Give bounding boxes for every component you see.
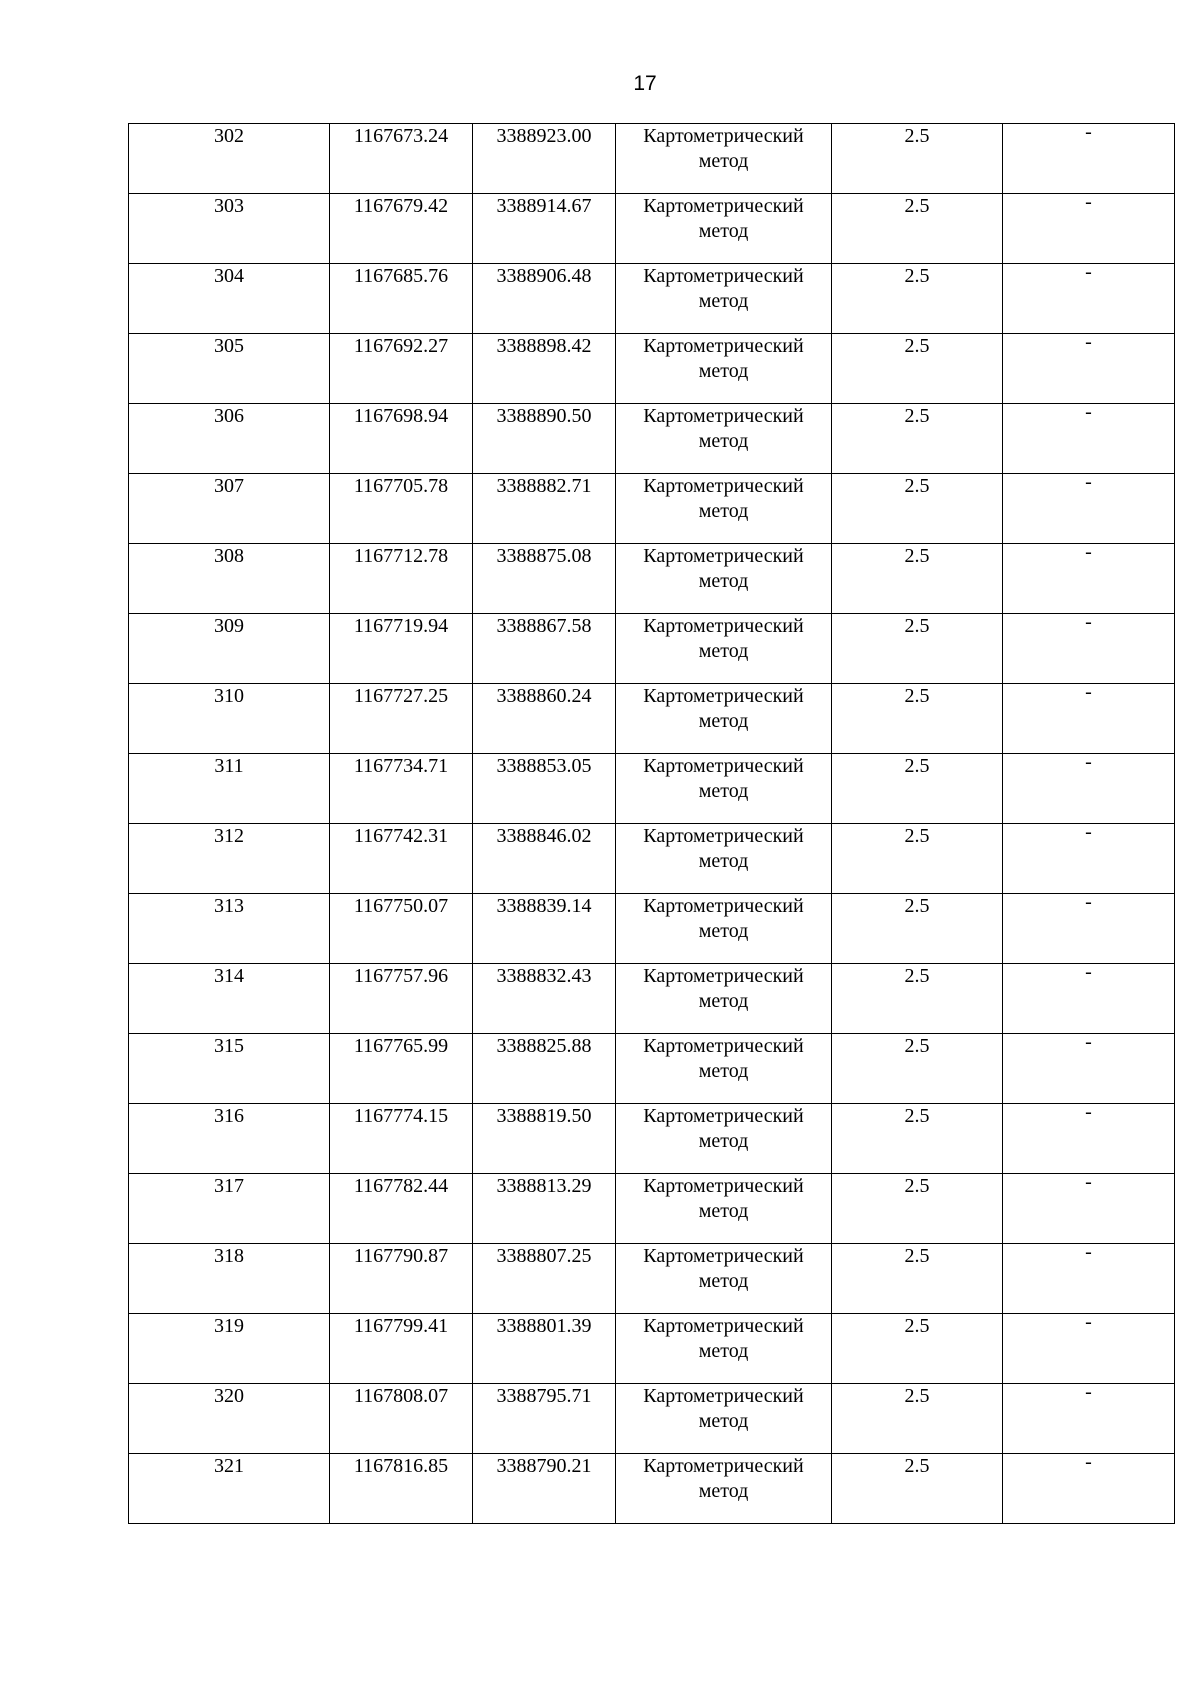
method-cell	[616, 474, 832, 544]
note-cell	[1003, 331, 1175, 404]
accuracy-cell	[832, 334, 1003, 404]
x-coordinate-cell	[330, 124, 473, 194]
y-coordinate-text: 3388795.71	[496, 1385, 592, 1407]
note-text: -	[1085, 961, 1092, 983]
x-coordinate-cell	[330, 544, 473, 614]
note-cell	[1003, 471, 1175, 544]
method-text-line: Картометрический	[643, 755, 804, 777]
method-cell	[616, 334, 832, 404]
point-number-cell	[129, 824, 330, 894]
point-number-cell	[129, 684, 330, 754]
table-row	[129, 544, 1175, 614]
y-coordinate-text: 3388825.88	[496, 1035, 592, 1057]
accuracy-cell	[832, 1454, 1003, 1524]
method-cell	[616, 1384, 832, 1454]
note-cell	[1003, 1101, 1175, 1174]
note-text: -	[1085, 1171, 1092, 1193]
accuracy-cell	[832, 824, 1003, 894]
x-coordinate-cell	[330, 894, 473, 964]
accuracy-cell	[832, 194, 1003, 264]
method-text-line: метод	[698, 220, 749, 242]
method-text-line: метод	[698, 710, 749, 732]
method-text-line: метод	[698, 920, 749, 942]
note-cell	[1003, 121, 1175, 194]
y-coordinate-cell	[473, 474, 616, 544]
coordinates-table	[128, 123, 1175, 1524]
x-coordinate-cell	[330, 824, 473, 894]
note-text: -	[1085, 1451, 1092, 1473]
note-text: -	[1085, 121, 1092, 143]
x-coordinate-text: 1167712.78	[353, 545, 449, 567]
note-cell	[1003, 681, 1175, 754]
accuracy-text: 2.5	[904, 1105, 930, 1127]
accuracy-text: 2.5	[904, 825, 930, 847]
x-coordinate-cell	[330, 334, 473, 404]
accuracy-text: 2.5	[904, 1245, 930, 1267]
note-cell	[1003, 961, 1175, 1034]
point-number-text: 316	[214, 1105, 244, 1127]
method-cell	[616, 1244, 832, 1314]
method-text-line: метод	[698, 500, 749, 522]
method-text-line: метод	[698, 1410, 749, 1432]
point-number-cell	[129, 1034, 330, 1104]
point-number-cell	[129, 334, 330, 404]
accuracy-cell	[832, 264, 1003, 334]
accuracy-text: 2.5	[904, 195, 930, 217]
x-coordinate-cell	[330, 1244, 473, 1314]
coordinates-table-body	[129, 121, 1175, 1524]
method-text-line: Картометрический	[643, 685, 804, 707]
method-text-line: Картометрический	[643, 965, 804, 987]
method-cell	[616, 964, 832, 1034]
method-cell	[616, 1104, 832, 1174]
method-text-line: метод	[698, 360, 749, 382]
point-number-text: 318	[214, 1245, 244, 1267]
table-row	[129, 824, 1175, 894]
accuracy-text: 2.5	[904, 1455, 930, 1477]
y-coordinate-cell	[473, 334, 616, 404]
point-number-cell	[129, 1174, 330, 1244]
note-cell	[1003, 261, 1175, 334]
x-coordinate-text: 1167679.42	[353, 195, 449, 217]
y-coordinate-text: 3388898.42	[496, 335, 592, 357]
x-coordinate-cell	[330, 1104, 473, 1174]
method-text-line: Картометрический	[643, 1245, 804, 1267]
point-number-cell	[129, 124, 330, 194]
method-cell	[616, 544, 832, 614]
note-cell	[1003, 751, 1175, 824]
y-coordinate-cell	[473, 964, 616, 1034]
y-coordinate-text: 3388839.14	[496, 895, 592, 917]
note-text: -	[1085, 891, 1092, 913]
y-coordinate-text: 3388853.05	[496, 755, 592, 777]
x-coordinate-text: 1167705.78	[353, 475, 449, 497]
x-coordinate-cell	[330, 264, 473, 334]
point-number-text: 312	[214, 825, 244, 847]
point-number-cell	[129, 264, 330, 334]
y-coordinate-cell	[473, 1314, 616, 1384]
table-row	[129, 1454, 1175, 1524]
accuracy-text: 2.5	[904, 1385, 930, 1407]
note-text: -	[1085, 541, 1092, 563]
method-text-line: метод	[698, 1480, 749, 1502]
y-coordinate-cell	[473, 894, 616, 964]
point-number-cell	[129, 1244, 330, 1314]
note-text: -	[1085, 1031, 1092, 1053]
method-text-line: метод	[698, 990, 749, 1012]
x-coordinate-text: 1167734.71	[353, 755, 449, 777]
accuracy-text: 2.5	[904, 615, 930, 637]
x-coordinate-cell	[330, 684, 473, 754]
y-coordinate-cell	[473, 754, 616, 824]
y-coordinate-cell	[473, 1034, 616, 1104]
x-coordinate-text: 1167790.87	[353, 1245, 449, 1267]
accuracy-cell	[832, 544, 1003, 614]
table-row	[129, 1174, 1175, 1244]
table-row	[129, 1034, 1175, 1104]
x-coordinate-cell	[330, 1174, 473, 1244]
y-coordinate-text: 3388882.71	[496, 475, 592, 497]
table-row	[129, 1384, 1175, 1454]
accuracy-cell	[832, 964, 1003, 1034]
method-cell	[616, 684, 832, 754]
y-coordinate-cell	[473, 684, 616, 754]
x-coordinate-text: 1167727.25	[353, 685, 449, 707]
x-coordinate-text: 1167685.76	[353, 265, 449, 287]
x-coordinate-text: 1167774.15	[353, 1105, 449, 1127]
method-text-line: Картометрический	[643, 125, 804, 147]
method-text-line: Картометрический	[643, 1385, 804, 1407]
method-cell	[616, 614, 832, 684]
method-text-line: метод	[698, 150, 749, 172]
note-cell	[1003, 1241, 1175, 1314]
y-coordinate-cell	[473, 544, 616, 614]
method-cell	[616, 1454, 832, 1524]
note-cell	[1003, 1381, 1175, 1454]
accuracy-text: 2.5	[904, 545, 930, 567]
point-number-text: 303	[214, 195, 244, 217]
method-cell	[616, 1314, 832, 1384]
note-text: -	[1085, 191, 1092, 213]
accuracy-text: 2.5	[904, 265, 930, 287]
accuracy-text: 2.5	[904, 405, 930, 427]
y-coordinate-text: 3388875.08	[496, 545, 592, 567]
method-text-line: Картометрический	[643, 1455, 804, 1477]
note-text: -	[1085, 1241, 1092, 1263]
y-coordinate-text: 3388819.50	[496, 1105, 592, 1127]
method-text-line: Картометрический	[643, 1315, 804, 1337]
method-text-line: метод	[698, 780, 749, 802]
method-text-line: Картометрический	[643, 1175, 804, 1197]
method-text-line: метод	[698, 850, 749, 872]
method-text-line: метод	[698, 640, 749, 662]
y-coordinate-cell	[473, 1384, 616, 1454]
note-cell	[1003, 611, 1175, 684]
accuracy-cell	[832, 404, 1003, 474]
x-coordinate-cell	[330, 964, 473, 1034]
x-coordinate-cell	[330, 1384, 473, 1454]
y-coordinate-text: 3388923.00	[496, 125, 592, 147]
x-coordinate-cell	[330, 1034, 473, 1104]
point-number-text: 314	[214, 965, 244, 987]
table-row	[129, 614, 1175, 684]
y-coordinate-cell	[473, 614, 616, 684]
accuracy-text: 2.5	[904, 895, 930, 917]
x-coordinate-text: 1167719.94	[353, 615, 449, 637]
note-text: -	[1085, 681, 1092, 703]
x-coordinate-text: 1167673.24	[353, 125, 449, 147]
x-coordinate-text: 1167698.94	[353, 405, 449, 427]
table-row	[129, 754, 1175, 824]
accuracy-text: 2.5	[904, 335, 930, 357]
y-coordinate-cell	[473, 194, 616, 264]
note-cell	[1003, 1451, 1175, 1524]
point-number-text: 305	[214, 335, 244, 357]
point-number-cell	[129, 474, 330, 544]
point-number-cell	[129, 894, 330, 964]
y-coordinate-cell	[473, 1174, 616, 1244]
method-cell	[616, 404, 832, 474]
y-coordinate-cell	[473, 824, 616, 894]
note-cell	[1003, 191, 1175, 264]
accuracy-text: 2.5	[904, 685, 930, 707]
point-number-text: 319	[214, 1315, 244, 1337]
x-coordinate-text: 1167808.07	[353, 1385, 449, 1407]
point-number-cell	[129, 614, 330, 684]
y-coordinate-text: 3388846.02	[496, 825, 592, 847]
y-coordinate-text: 3388813.29	[496, 1175, 592, 1197]
method-text-line: Картометрический	[643, 1105, 804, 1127]
y-coordinate-text: 3388832.43	[496, 965, 592, 987]
accuracy-cell	[832, 894, 1003, 964]
y-coordinate-text: 3388860.24	[496, 685, 592, 707]
point-number-text: 306	[214, 405, 244, 427]
table-row	[129, 124, 1175, 194]
point-number-text: 315	[214, 1035, 244, 1057]
method-cell	[616, 264, 832, 334]
point-number-text: 311	[214, 755, 244, 777]
x-coordinate-text: 1167742.31	[353, 825, 449, 847]
y-coordinate-cell	[473, 1454, 616, 1524]
table-row	[129, 684, 1175, 754]
method-cell	[616, 824, 832, 894]
point-number-cell	[129, 1454, 330, 1524]
note-cell	[1003, 821, 1175, 894]
y-coordinate-cell	[473, 1244, 616, 1314]
x-coordinate-cell	[330, 754, 473, 824]
table-row	[129, 474, 1175, 544]
x-coordinate-cell	[330, 404, 473, 474]
x-coordinate-cell	[330, 1314, 473, 1384]
accuracy-text: 2.5	[904, 475, 930, 497]
note-cell	[1003, 401, 1175, 474]
y-coordinate-text: 3388914.67	[496, 195, 592, 217]
accuracy-text: 2.5	[904, 1035, 930, 1057]
accuracy-cell	[832, 614, 1003, 684]
point-number-cell	[129, 544, 330, 614]
point-number-text: 302	[214, 125, 244, 147]
table-row	[129, 1104, 1175, 1174]
x-coordinate-text: 1167765.99	[353, 1035, 449, 1057]
x-coordinate-text: 1167782.44	[353, 1175, 449, 1197]
accuracy-cell	[832, 124, 1003, 194]
method-text-line: метод	[698, 1270, 749, 1292]
accuracy-cell	[832, 1384, 1003, 1454]
note-text: -	[1085, 611, 1092, 633]
x-coordinate-cell	[330, 1454, 473, 1524]
method-cell	[616, 894, 832, 964]
note-text: -	[1085, 401, 1092, 423]
x-coordinate-text: 1167757.96	[353, 965, 449, 987]
y-coordinate-text: 3388807.25	[496, 1245, 592, 1267]
x-coordinate-text: 1167750.07	[353, 895, 449, 917]
y-coordinate-text: 3388906.48	[496, 265, 592, 287]
method-text-line: Картометрический	[643, 1035, 804, 1057]
accuracy-text: 2.5	[904, 1315, 930, 1337]
method-text-line: метод	[698, 1060, 749, 1082]
method-text-line: Картометрический	[643, 195, 804, 217]
x-coordinate-cell	[330, 614, 473, 684]
method-text-line: Картометрический	[643, 825, 804, 847]
method-cell	[616, 194, 832, 264]
accuracy-cell	[832, 1034, 1003, 1104]
note-text: -	[1085, 331, 1092, 353]
point-number-text: 320	[214, 1385, 244, 1407]
point-number-cell	[129, 404, 330, 474]
note-text: -	[1085, 1311, 1092, 1333]
method-text-line: Картометрический	[643, 265, 804, 287]
note-text: -	[1085, 471, 1092, 493]
method-text-line: метод	[698, 430, 749, 452]
point-number-text: 313	[214, 895, 244, 917]
note-cell	[1003, 1171, 1175, 1244]
method-text-line: метод	[698, 1130, 749, 1152]
method-text-line: метод	[698, 570, 749, 592]
point-number-cell	[129, 1314, 330, 1384]
note-text: -	[1085, 821, 1092, 843]
method-text-line: Картометрический	[643, 405, 804, 427]
note-text: -	[1085, 261, 1092, 283]
accuracy-text: 2.5	[904, 755, 930, 777]
note-cell	[1003, 1031, 1175, 1104]
note-text: -	[1085, 1381, 1092, 1403]
y-coordinate-text: 3388867.58	[496, 615, 592, 637]
point-number-text: 308	[214, 545, 244, 567]
accuracy-text: 2.5	[904, 125, 930, 147]
method-cell	[616, 1034, 832, 1104]
x-coordinate-text: 1167816.85	[353, 1455, 449, 1477]
accuracy-cell	[832, 754, 1003, 824]
y-coordinate-text: 3388801.39	[496, 1315, 592, 1337]
method-text-line: Картометрический	[643, 615, 804, 637]
table-row	[129, 264, 1175, 334]
note-cell	[1003, 1311, 1175, 1384]
y-coordinate-cell	[473, 264, 616, 334]
point-number-text: 307	[214, 475, 244, 497]
table-row	[129, 334, 1175, 404]
note-cell	[1003, 891, 1175, 964]
x-coordinate-text: 1167799.41	[353, 1315, 449, 1337]
page-number: 17	[633, 72, 657, 95]
point-number-text: 304	[214, 265, 244, 287]
method-cell	[616, 1174, 832, 1244]
method-text-line: Картометрический	[643, 895, 804, 917]
table-row	[129, 1314, 1175, 1384]
note-cell	[1003, 541, 1175, 614]
accuracy-cell	[832, 474, 1003, 544]
table-row	[129, 964, 1175, 1034]
y-coordinate-text: 3388790.21	[496, 1455, 592, 1477]
method-text-line: Картометрический	[643, 475, 804, 497]
note-text: -	[1085, 751, 1092, 773]
table-row	[129, 404, 1175, 474]
accuracy-text: 2.5	[904, 1175, 930, 1197]
accuracy-cell	[832, 1104, 1003, 1174]
accuracy-cell	[832, 684, 1003, 754]
x-coordinate-text: 1167692.27	[353, 335, 449, 357]
y-coordinate-cell	[473, 404, 616, 474]
accuracy-cell	[832, 1174, 1003, 1244]
method-text-line: метод	[698, 290, 749, 312]
y-coordinate-cell	[473, 1104, 616, 1174]
method-cell	[616, 754, 832, 824]
x-coordinate-cell	[330, 474, 473, 544]
point-number-text: 317	[214, 1175, 244, 1197]
x-coordinate-cell	[330, 194, 473, 264]
point-number-cell	[129, 1384, 330, 1454]
method-text-line: Картометрический	[643, 545, 804, 567]
point-number-text: 310	[214, 685, 244, 707]
accuracy-cell	[832, 1314, 1003, 1384]
point-number-cell	[129, 754, 330, 824]
point-number-text: 309	[214, 615, 244, 637]
table-row	[129, 194, 1175, 264]
note-text: -	[1085, 1101, 1092, 1123]
y-coordinate-text: 3388890.50	[496, 405, 592, 427]
y-coordinate-cell	[473, 124, 616, 194]
table-row	[129, 1244, 1175, 1314]
point-number-cell	[129, 194, 330, 264]
method-text-line: метод	[698, 1200, 749, 1222]
method-cell	[616, 124, 832, 194]
method-text-line: метод	[698, 1340, 749, 1362]
point-number-text: 321	[214, 1455, 244, 1477]
point-number-cell	[129, 1104, 330, 1174]
method-text-line: Картометрический	[643, 335, 804, 357]
table-row	[129, 894, 1175, 964]
accuracy-text: 2.5	[904, 965, 930, 987]
point-number-cell	[129, 964, 330, 1034]
accuracy-cell	[832, 1244, 1003, 1314]
